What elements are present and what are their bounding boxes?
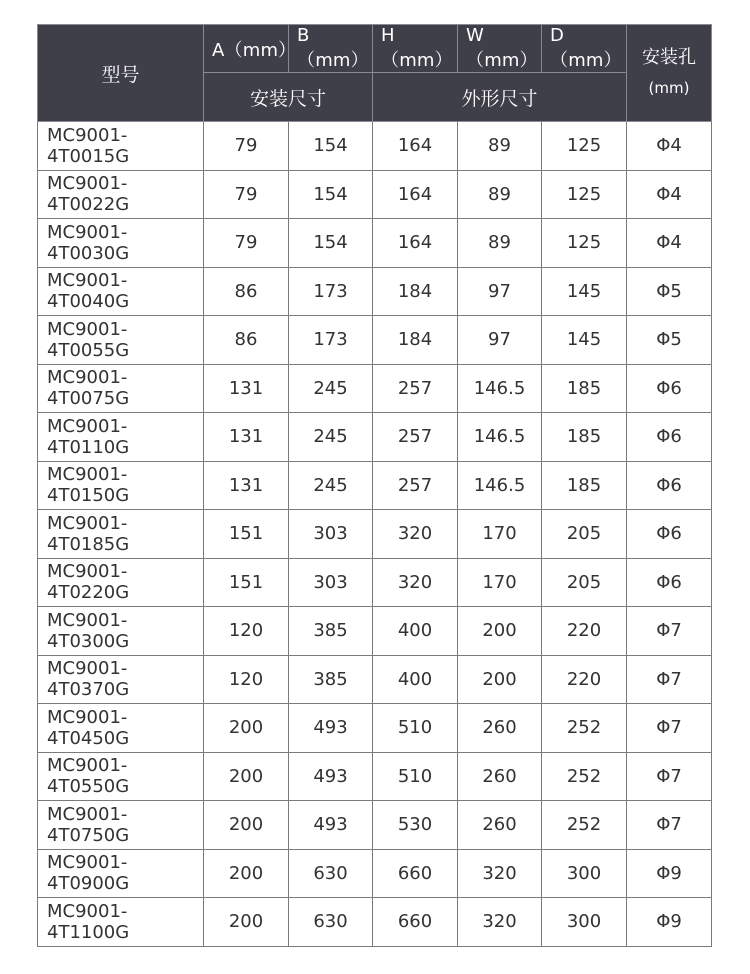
table-row xyxy=(38,607,712,656)
cell-w: 146.5 xyxy=(458,364,542,413)
cell-hole: Φ7 xyxy=(627,704,712,753)
cell-b: 630 xyxy=(289,849,373,898)
cell-hole: Φ7 xyxy=(627,655,712,704)
table-row xyxy=(38,267,712,316)
cell-d: 252 xyxy=(542,801,627,850)
cell-b: 173 xyxy=(289,267,373,316)
cell-w: 97 xyxy=(458,316,542,365)
cell-model: MC9001-4T0185G xyxy=(38,510,204,559)
table-row xyxy=(38,558,712,607)
table-row xyxy=(38,316,712,365)
table-row xyxy=(38,170,712,219)
cell-w: 170 xyxy=(458,558,542,607)
cell-w: 200 xyxy=(458,655,542,704)
header-hole xyxy=(627,25,712,122)
cell-a: 131 xyxy=(204,364,289,413)
cell-w: 89 xyxy=(458,219,542,268)
cell-a: 151 xyxy=(204,510,289,559)
cell-model: MC9001-4T0015G xyxy=(38,122,204,171)
cell-h: 400 xyxy=(373,607,458,656)
cell-a: 131 xyxy=(204,461,289,510)
table-row xyxy=(38,655,712,704)
cell-w: 97 xyxy=(458,267,542,316)
table-row xyxy=(38,364,712,413)
cell-a: 79 xyxy=(204,219,289,268)
cell-a: 200 xyxy=(204,849,289,898)
cell-d: 185 xyxy=(542,413,627,462)
cell-hole: Φ5 xyxy=(627,267,712,316)
table-row xyxy=(38,898,712,947)
table-body xyxy=(38,122,712,947)
cell-h: 660 xyxy=(373,849,458,898)
header-row-units xyxy=(38,25,712,73)
header-outline-size: 外形尺寸 xyxy=(373,73,627,122)
cell-a: 131 xyxy=(204,413,289,462)
dimension-table xyxy=(37,24,712,947)
cell-a: 151 xyxy=(204,558,289,607)
cell-b: 154 xyxy=(289,219,373,268)
table-row xyxy=(38,704,712,753)
cell-hole: Φ6 xyxy=(627,364,712,413)
cell-hole: Φ7 xyxy=(627,801,712,850)
cell-h: 164 xyxy=(373,170,458,219)
cell-model: MC9001-4T0055G xyxy=(38,316,204,365)
cell-h: 164 xyxy=(373,122,458,171)
cell-b: 385 xyxy=(289,655,373,704)
cell-d: 125 xyxy=(542,122,627,171)
cell-b: 385 xyxy=(289,607,373,656)
header-h: H（mm） xyxy=(373,25,458,73)
cell-h: 184 xyxy=(373,267,458,316)
cell-h: 530 xyxy=(373,801,458,850)
header-hole-unit: (mm) xyxy=(648,79,690,97)
cell-a: 200 xyxy=(204,704,289,753)
cell-d: 205 xyxy=(542,558,627,607)
cell-h: 164 xyxy=(373,219,458,268)
cell-a: 86 xyxy=(204,316,289,365)
table-row xyxy=(38,510,712,559)
cell-b: 154 xyxy=(289,122,373,171)
cell-a: 120 xyxy=(204,607,289,656)
cell-hole: Φ5 xyxy=(627,316,712,365)
cell-w: 260 xyxy=(458,801,542,850)
cell-b: 245 xyxy=(289,461,373,510)
cell-a: 79 xyxy=(204,170,289,219)
cell-d: 125 xyxy=(542,170,627,219)
header-w: W（mm） xyxy=(458,25,542,73)
cell-model: MC9001-4T1100G xyxy=(38,898,204,947)
cell-h: 257 xyxy=(373,364,458,413)
table-row xyxy=(38,801,712,850)
cell-model: MC9001-4T0450G xyxy=(38,704,204,753)
cell-model: MC9001-4T0550G xyxy=(38,752,204,801)
cell-w: 320 xyxy=(458,898,542,947)
cell-hole: Φ9 xyxy=(627,849,712,898)
cell-h: 320 xyxy=(373,558,458,607)
cell-h: 257 xyxy=(373,413,458,462)
cell-d: 145 xyxy=(542,316,627,365)
cell-model: MC9001-4T0022G xyxy=(38,170,204,219)
cell-d: 185 xyxy=(542,364,627,413)
cell-w: 200 xyxy=(458,607,542,656)
cell-model: MC9001-4T0900G xyxy=(38,849,204,898)
cell-model: MC9001-4T0750G xyxy=(38,801,204,850)
cell-model: MC9001-4T0030G xyxy=(38,219,204,268)
cell-a: 79 xyxy=(204,122,289,171)
cell-d: 300 xyxy=(542,898,627,947)
header-b: B（mm） xyxy=(289,25,373,73)
cell-w: 146.5 xyxy=(458,413,542,462)
cell-b: 493 xyxy=(289,704,373,753)
header-hole-label: 安装孔 xyxy=(642,47,696,68)
cell-h: 510 xyxy=(373,704,458,753)
table-row xyxy=(38,122,712,171)
cell-d: 185 xyxy=(542,461,627,510)
cell-a: 86 xyxy=(204,267,289,316)
cell-a: 200 xyxy=(204,801,289,850)
cell-a: 200 xyxy=(204,898,289,947)
header-install-size: 安装尺寸 xyxy=(204,73,373,122)
cell-hole: Φ4 xyxy=(627,122,712,171)
table-row xyxy=(38,413,712,462)
table-row xyxy=(38,849,712,898)
cell-d: 220 xyxy=(542,655,627,704)
cell-a: 120 xyxy=(204,655,289,704)
header-model: 型号 xyxy=(38,25,204,122)
header-d: D（mm） xyxy=(542,25,627,73)
cell-hole: Φ6 xyxy=(627,558,712,607)
cell-b: 303 xyxy=(289,510,373,559)
cell-hole: Φ4 xyxy=(627,219,712,268)
cell-hole: Φ6 xyxy=(627,461,712,510)
cell-d: 220 xyxy=(542,607,627,656)
cell-model: MC9001-4T0110G xyxy=(38,413,204,462)
cell-d: 205 xyxy=(542,510,627,559)
cell-hole: Φ4 xyxy=(627,170,712,219)
cell-hole: Φ7 xyxy=(627,752,712,801)
cell-w: 146.5 xyxy=(458,461,542,510)
cell-w: 170 xyxy=(458,510,542,559)
cell-a: 200 xyxy=(204,752,289,801)
cell-hole: Φ7 xyxy=(627,607,712,656)
cell-model: MC9001-4T0150G xyxy=(38,461,204,510)
cell-b: 173 xyxy=(289,316,373,365)
cell-h: 320 xyxy=(373,510,458,559)
cell-model: MC9001-4T0220G xyxy=(38,558,204,607)
cell-h: 400 xyxy=(373,655,458,704)
cell-hole: Φ6 xyxy=(627,510,712,559)
cell-d: 145 xyxy=(542,267,627,316)
cell-d: 300 xyxy=(542,849,627,898)
cell-b: 630 xyxy=(289,898,373,947)
cell-w: 260 xyxy=(458,704,542,753)
cell-model: MC9001-4T0370G xyxy=(38,655,204,704)
table-row xyxy=(38,752,712,801)
cell-d: 252 xyxy=(542,752,627,801)
cell-b: 493 xyxy=(289,801,373,850)
table-row xyxy=(38,461,712,510)
cell-w: 89 xyxy=(458,122,542,171)
cell-w: 89 xyxy=(458,170,542,219)
cell-b: 245 xyxy=(289,413,373,462)
cell-model: MC9001-4T0300G xyxy=(38,607,204,656)
cell-b: 154 xyxy=(289,170,373,219)
cell-w: 320 xyxy=(458,849,542,898)
table-row xyxy=(38,219,712,268)
cell-b: 245 xyxy=(289,364,373,413)
cell-model: MC9001-4T0040G xyxy=(38,267,204,316)
header-a: A（mm） xyxy=(204,25,289,73)
cell-w: 260 xyxy=(458,752,542,801)
cell-d: 252 xyxy=(542,704,627,753)
cell-h: 660 xyxy=(373,898,458,947)
cell-hole: Φ9 xyxy=(627,898,712,947)
cell-b: 493 xyxy=(289,752,373,801)
cell-h: 184 xyxy=(373,316,458,365)
cell-h: 257 xyxy=(373,461,458,510)
cell-hole: Φ6 xyxy=(627,413,712,462)
cell-h: 510 xyxy=(373,752,458,801)
cell-d: 125 xyxy=(542,219,627,268)
cell-model: MC9001-4T0075G xyxy=(38,364,204,413)
cell-b: 303 xyxy=(289,558,373,607)
